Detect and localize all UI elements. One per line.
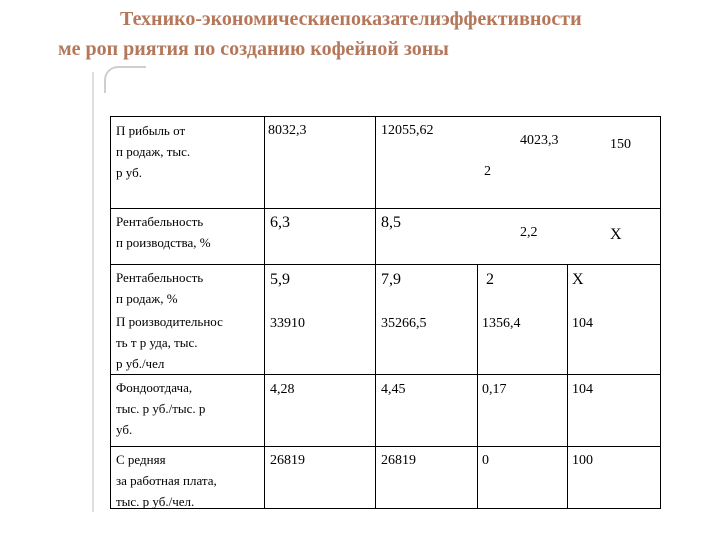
- title-line-1: Технико-экономическиепоказателиэффективности: [120, 8, 582, 30]
- table-row-divider-3: [110, 374, 661, 375]
- row-5-deviation: 0,17: [482, 382, 507, 397]
- row-5-label-line-1: Фондоотдача,: [116, 380, 193, 395]
- row-3-growth: Х: [572, 271, 584, 288]
- table-border-left: [110, 116, 111, 509]
- row-6-plan: 26819: [270, 453, 305, 468]
- table-col-divider-1: [264, 116, 265, 509]
- row-4-project: 35266,5: [381, 316, 427, 331]
- row-4-growth: 104: [572, 316, 593, 331]
- row-1-deviation: 4023,3: [520, 133, 559, 148]
- row-6-project: 26819: [381, 453, 416, 468]
- table-row-divider-4: [110, 446, 661, 447]
- row-3-label-line-2: п родаж, %: [116, 291, 178, 306]
- table-col-divider-4: [567, 264, 568, 509]
- row-3-label: [116, 267, 260, 309]
- row-2-deviation: 2,2: [520, 225, 538, 240]
- row-1-plan: 8032,3: [268, 123, 307, 138]
- row-2-plan: 6,3: [270, 214, 290, 231]
- row-2-label: [116, 211, 260, 253]
- title-line-2: ме роп риятия по созданию кофейной зоны: [58, 38, 449, 60]
- row-6-deviation: 0: [482, 453, 489, 468]
- row-5-label: [116, 377, 260, 440]
- row-4-label: [116, 311, 260, 374]
- row-3-plan: 5,9: [270, 271, 290, 288]
- row-1-label-line-2: п родаж, тыс.: [116, 144, 191, 159]
- row-6-growth: 100: [572, 453, 593, 468]
- row-3-deviation: 2: [486, 271, 494, 288]
- table-col-divider-2: [375, 116, 376, 509]
- row-1-project: 12055,62: [381, 123, 434, 138]
- row-4-deviation: 1356,4: [482, 316, 521, 331]
- row-1-deviation-part-2: 2: [484, 164, 491, 179]
- row-6-label-line-3: тыс. р уб./чел.: [116, 494, 195, 509]
- row-5-label-line-2: тыс. р уб./тыс. р: [116, 401, 206, 416]
- table-row-divider-2: [110, 264, 661, 265]
- row-6-label: [116, 449, 260, 512]
- row-2-project: 8,5: [381, 214, 401, 231]
- row-5-growth: 104: [572, 382, 593, 397]
- row-4-plan: 33910: [270, 316, 305, 331]
- row-1-label-line-3: р уб.: [116, 165, 142, 180]
- row-3-label-line-1: Рентабельность: [116, 270, 204, 285]
- row-5-label-line-3: уб.: [116, 422, 133, 437]
- row-1-label-line-1: П рибыль от: [116, 123, 186, 138]
- row-6-label-line-2: за работная плата,: [116, 473, 217, 488]
- row-1-growth: 150: [610, 137, 631, 152]
- row-4-label-line-1: П роизводительнос: [116, 314, 223, 329]
- row-5-plan: 4,28: [270, 382, 295, 397]
- row-1-label: [116, 120, 260, 183]
- row-4-label-line-3: р уб./чел: [116, 356, 165, 371]
- row-4-label-line-2: ть т р уда, тыс.: [116, 335, 198, 350]
- row-5-project: 4,45: [381, 382, 406, 397]
- table-border-right: [660, 116, 661, 509]
- row-2-growth: Х: [610, 226, 622, 243]
- row-2-label-line-1: Рентабельность: [116, 214, 204, 229]
- table-col-divider-3: [477, 264, 478, 509]
- row-2-label-line-2: п роизводства, %: [116, 235, 211, 250]
- table-row-divider-1: [110, 208, 661, 209]
- table-border-top: [110, 116, 661, 117]
- row-6-label-line-1: С редняя: [116, 452, 166, 467]
- row-3-project: 7,9: [381, 271, 401, 288]
